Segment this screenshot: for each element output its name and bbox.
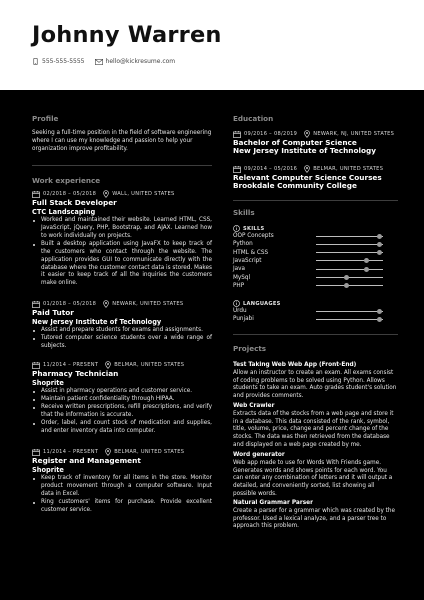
project-item bbox=[233, 452, 398, 499]
email-contact bbox=[95, 58, 176, 65]
skill-row bbox=[233, 257, 398, 265]
skill-name: MySql bbox=[233, 274, 251, 281]
project-text: Extracts data of the stocks from a web page and store it in a database. This data consisted of the rank, symbol, title, volume, price, change and percent change of the stocks. The data was then retrieved from the database and displayed on a web page created by me. bbox=[233, 410, 394, 449]
job-title: Register and Management bbox=[32, 456, 141, 465]
job-item bbox=[32, 361, 212, 436]
bullet-item: Keep track of inventory for all items in the store. Monitor product movement through a computer software. Input data in Excel. bbox=[32, 475, 212, 499]
job-bullets bbox=[32, 388, 212, 435]
job-dates: 02/2018 – 05/2018 bbox=[43, 191, 97, 197]
location-pin-icon bbox=[105, 448, 111, 456]
skill-level-knob bbox=[344, 283, 349, 288]
candidate-name: Johnny Warren bbox=[32, 22, 222, 48]
bullet-item: Ring customers' items for purchase. Provide excellent customer service. bbox=[32, 499, 212, 515]
resume-body bbox=[0, 90, 424, 600]
calendar-icon bbox=[233, 131, 241, 138]
project-item bbox=[233, 500, 398, 531]
info-circle-icon bbox=[233, 300, 240, 307]
work-heading: Work experience bbox=[32, 176, 101, 185]
phone-number: 555-555-5555 bbox=[42, 58, 85, 65]
job-item bbox=[32, 190, 212, 288]
project-title: Word generator bbox=[233, 452, 285, 458]
school-name: Brookdale Community College bbox=[233, 181, 357, 191]
project-text: Web app made to use for Words With Friends game. Generates words and shows points for each word. You can enter any combination of letters and it will output a detailed, and conveniently sorted, list showing all possible words. bbox=[233, 459, 393, 498]
calendar-icon bbox=[32, 449, 40, 456]
job-title: Full Stack Developer bbox=[32, 198, 117, 207]
phone-icon bbox=[32, 58, 39, 65]
bullet-item: Built a desktop application using JavaFX to keep track of the customers who contact through the website. The application provides GUI to communicate directly with the database where the customer contact data is stored. Makes it easier to keep track of all the inquiries the customers make online. bbox=[32, 241, 212, 288]
project-text: Create a parser for a grammar which was created by the professor. Used a lexical analyze, and a parser tree to approach this problem. bbox=[233, 507, 395, 530]
education-location: NEWARK, NJ, UNITED STATES bbox=[313, 131, 395, 137]
job-company: New Jersey Institute of Technology bbox=[32, 317, 162, 326]
education-item bbox=[233, 130, 398, 155]
phone-contact bbox=[32, 58, 85, 65]
location-pin-icon bbox=[103, 300, 109, 308]
job-meta bbox=[32, 300, 212, 308]
job-location: BELMAR, UNITED STATES bbox=[114, 449, 185, 455]
location-pin-icon bbox=[105, 361, 111, 369]
job-location: NEWARK, UNITED STATES bbox=[112, 301, 184, 307]
job-dates: 01/2018 – 05/2018 bbox=[43, 301, 97, 307]
language-level-knob bbox=[377, 317, 382, 322]
education-dates: 09/2016 – 08/2019 bbox=[244, 131, 298, 137]
info-circle-icon bbox=[233, 225, 240, 232]
job-company: Shoprite bbox=[32, 465, 64, 474]
language-name: Punjabi bbox=[233, 316, 254, 323]
skill-level-bar bbox=[316, 244, 383, 245]
job-bullets bbox=[32, 475, 212, 515]
skills-label: SKILLS bbox=[243, 225, 265, 232]
job-meta bbox=[32, 448, 212, 456]
job-title: Pharmacy Technician bbox=[32, 369, 119, 378]
job-meta bbox=[32, 190, 212, 198]
skill-level-bar bbox=[316, 277, 383, 278]
calendar-icon bbox=[32, 301, 40, 308]
language-level-knob bbox=[377, 309, 382, 314]
job-dates: 11/2014 – PRESENT bbox=[43, 362, 99, 368]
skill-level-knob bbox=[377, 250, 382, 255]
skill-level-bar bbox=[316, 285, 383, 286]
profile-heading: Profile bbox=[32, 114, 59, 123]
skill-level-knob bbox=[377, 242, 382, 247]
project-title: Test Taking Web Web App (Front-End) bbox=[233, 362, 357, 368]
job-company: CTC Landscaping bbox=[32, 207, 96, 216]
project-text: Allow an instructor to create an exam. All exams consist of coding problems to be solved using Python. Allows students to take an exam. Auto grades student's solution and provides comments. bbox=[233, 369, 397, 400]
skill-row bbox=[233, 240, 398, 248]
calendar-icon bbox=[32, 191, 40, 198]
bullet-item: Maintain patient confidentiality through HIPAA. bbox=[32, 396, 212, 404]
profile-text: Seeking a full-time position in the field of software engineering where I can use my knowledge and passion to help your organization improve profitability. bbox=[32, 130, 212, 152]
skill-name: Python bbox=[233, 241, 253, 248]
skills-subheading bbox=[233, 225, 264, 232]
school-name: New Jersey Institute of Technology bbox=[233, 146, 376, 156]
job-location: WALL, UNITED STATES bbox=[112, 191, 175, 197]
project-item bbox=[233, 362, 398, 401]
degree-title: Relevant Computer Science Courses bbox=[233, 173, 382, 182]
skill-level-knob bbox=[344, 275, 349, 280]
skill-name: JavaScript bbox=[233, 257, 262, 264]
project-item bbox=[233, 403, 398, 450]
project-title: Web Crawler bbox=[233, 403, 275, 409]
envelope-icon bbox=[95, 59, 103, 65]
job-title: Paid Tutor bbox=[32, 308, 74, 317]
location-pin-icon bbox=[103, 190, 109, 198]
education-location: BELMAR, UNITED STATES bbox=[313, 166, 384, 172]
education-meta bbox=[233, 130, 398, 138]
skill-level-knob bbox=[377, 234, 382, 239]
degree-title: Bachelor of Computer Science bbox=[233, 138, 357, 147]
job-item bbox=[32, 300, 212, 351]
header bbox=[0, 0, 424, 90]
calendar-icon bbox=[233, 166, 241, 173]
bullet-item: Worked and maintained their website. Learned HTML, CSS, JavaScript, jQuery, PHP, Bootstrap, and AJAX. Learned how to work individually on projects. bbox=[32, 217, 212, 241]
bullet-item: Assist in pharmacy operations and customer service. bbox=[32, 388, 212, 396]
skill-level-bar bbox=[316, 260, 383, 261]
skill-level-bar bbox=[316, 252, 383, 253]
skill-level-knob bbox=[364, 258, 369, 263]
divider bbox=[233, 200, 398, 201]
job-item bbox=[32, 448, 212, 515]
skill-row bbox=[233, 282, 398, 290]
skill-row bbox=[233, 249, 398, 257]
projects-heading: Projects bbox=[233, 344, 267, 353]
divider bbox=[32, 165, 212, 166]
email-address: hello@kickresume.com bbox=[105, 58, 176, 65]
contact-info bbox=[32, 58, 175, 65]
bullet-item: Assist and prepare students for exams and assignments. bbox=[32, 327, 212, 335]
skill-name: HTML & CSS bbox=[233, 249, 269, 256]
location-pin-icon bbox=[304, 130, 310, 138]
languages-subheading bbox=[233, 300, 281, 307]
education-heading: Education bbox=[233, 114, 274, 123]
divider bbox=[233, 334, 398, 335]
languages-label: LANGUAGES bbox=[243, 300, 281, 307]
calendar-icon bbox=[32, 362, 40, 369]
language-row bbox=[233, 307, 398, 315]
education-item bbox=[233, 165, 398, 190]
language-name: Urdu bbox=[233, 308, 247, 314]
skill-name: Java bbox=[233, 266, 246, 273]
job-dates: 11/2014 – PRESENT bbox=[43, 449, 99, 455]
language-level-bar bbox=[316, 311, 383, 312]
skill-name: OOP Concepts bbox=[233, 233, 274, 239]
bullet-item: Tutored computer science students over a wide range of subjects. bbox=[32, 335, 212, 351]
job-bullets bbox=[32, 217, 212, 288]
language-row bbox=[233, 315, 398, 323]
skills-heading: Skills bbox=[233, 208, 255, 217]
skill-name: PHP bbox=[233, 282, 245, 289]
language-level-bar bbox=[316, 319, 383, 320]
job-meta bbox=[32, 361, 212, 369]
project-title: Natural Grammar Parser bbox=[233, 500, 313, 506]
skill-level-bar bbox=[316, 236, 383, 237]
bullet-item: Receive written prescriptions, refill prescriptions, and verify that the information is accurate. bbox=[32, 404, 212, 420]
job-location: BELMAR, UNITED STATES bbox=[114, 362, 185, 368]
skill-row bbox=[233, 265, 398, 273]
skill-row bbox=[233, 274, 398, 282]
location-pin-icon bbox=[304, 165, 310, 173]
skill-level-bar bbox=[316, 269, 383, 270]
education-dates: 09/2014 – 05/2016 bbox=[244, 166, 298, 172]
education-meta bbox=[233, 165, 398, 173]
bullet-item: Order, label, and count stock of medication and supplies, and enter inventory data into computer. bbox=[32, 420, 212, 436]
job-company: Shoprite bbox=[32, 378, 64, 387]
skill-row bbox=[233, 232, 398, 240]
skill-level-knob bbox=[364, 267, 369, 272]
job-bullets bbox=[32, 327, 212, 351]
